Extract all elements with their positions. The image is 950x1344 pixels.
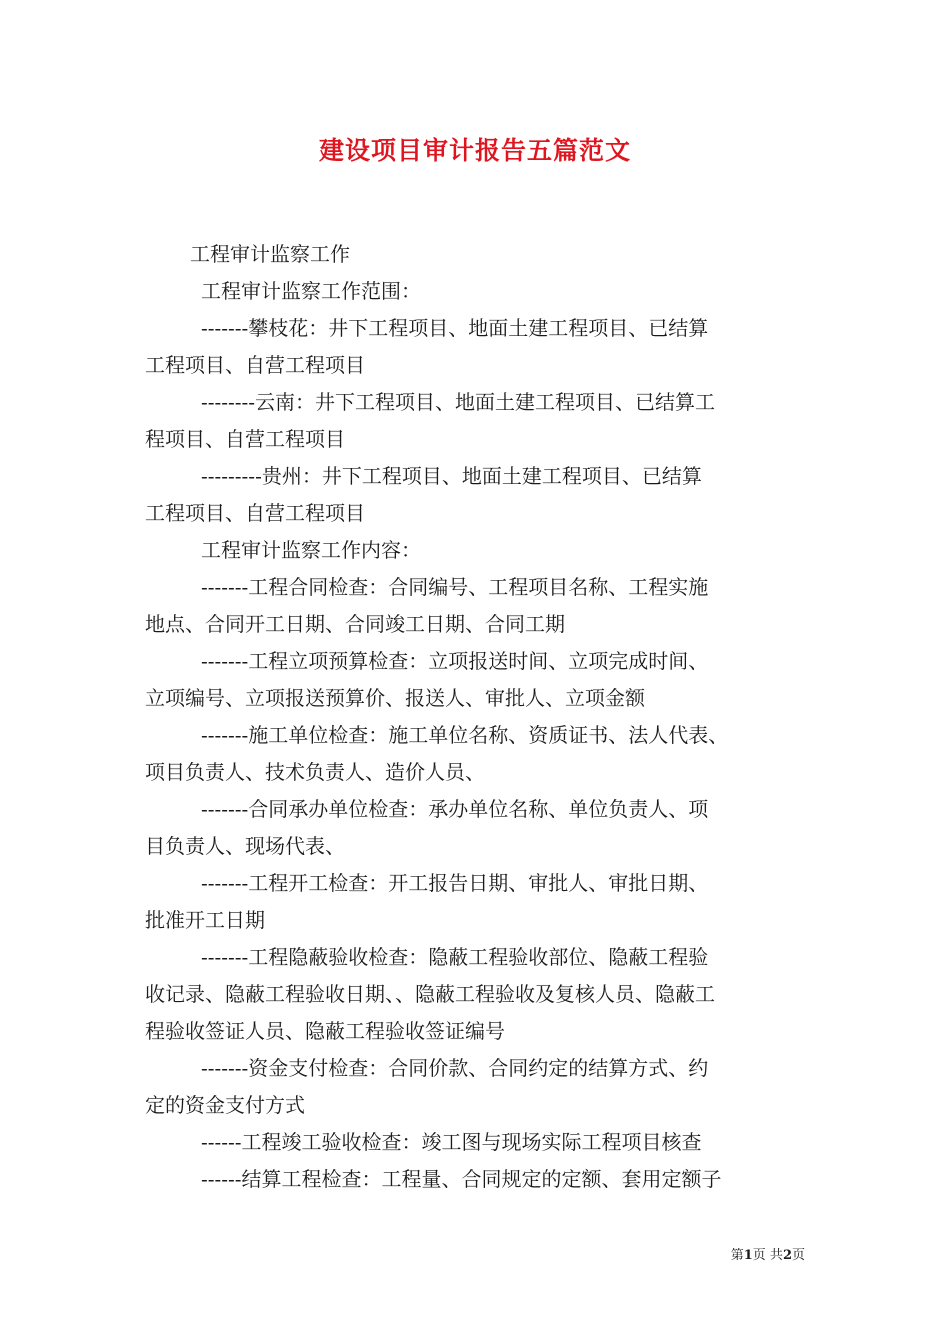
text-line: ------结算工程检查：工程量、合同规定的定额、套用定额子	[201, 1167, 722, 1191]
text-line: -------工程开工检查：开工报告日期、审批人、审批日期、	[201, 871, 709, 895]
text-line: ------工程竣工验收检查：竣工图与现场实际工程项目核查	[201, 1130, 702, 1154]
text-line: -------合同承办单位检查：承办单位名称、单位负责人、项	[201, 797, 709, 821]
document-title: 建设项目审计报告五篇范文	[318, 136, 631, 165]
footer-prefix: 第	[730, 1248, 744, 1263]
text-line: 程验收签证人员、隐蔽工程验收签证编号	[145, 1019, 505, 1043]
footer-suffix: 页	[791, 1248, 805, 1263]
text-line: --------云南：井下工程项目、地面土建工程项目、已结算工	[201, 390, 716, 414]
text-line: 程项目、自营工程项目	[145, 427, 345, 451]
text-line: 目负责人、现场代表、	[145, 834, 345, 858]
text-line: 定的资金支付方式	[145, 1093, 305, 1117]
footer-total-pages: 2	[782, 1248, 792, 1263]
text-line: 工程审计监察工作范围：	[201, 279, 421, 303]
text-line: 工程项目、自营工程项目	[145, 501, 365, 525]
text-line: 收记录、隐蔽工程验收日期、、隐蔽工程验收及复核人员、隐蔽工	[145, 982, 715, 1006]
text-line: -------工程隐蔽验收检查：隐蔽工程验收部位、隐蔽工程验	[201, 945, 709, 969]
text-line: -------工程合同检查：合同编号、工程项目名称、工程实施	[201, 575, 709, 599]
text-line: -------资金支付检查：合同价款、合同约定的结算方式、约	[201, 1056, 709, 1080]
text-line: 地点、合同开工日期、合同竣工日期、合同工期	[145, 612, 565, 636]
text-line: 批准开工日期	[145, 908, 265, 932]
text-line: -------工程立项预算检查：立项报送时间、立项完成时间、	[201, 649, 709, 673]
text-line: 工程审计监察工作	[190, 242, 350, 266]
text-line: -------攀枝花：井下工程项目、地面土建工程项目、已结算	[201, 316, 709, 340]
text-line: 项目负责人、技术负责人、造价人员、	[145, 760, 485, 784]
text-line: 工程审计监察工作内容：	[201, 538, 421, 562]
footer-page-number: 1	[743, 1248, 753, 1263]
text-line: 立项编号、立项报送预算价、报送人、审批人、立项金额	[145, 686, 645, 710]
footer-middle: 页 共	[752, 1248, 783, 1263]
text-line: -------施工单位检查：施工单位名称、资质证书、法人代表、	[201, 723, 729, 747]
text-line: ---------贵州：井下工程项目、地面土建工程项目、已结算	[201, 464, 702, 488]
page-number-footer	[0, 1244, 805, 1263]
text-line: 工程项目、自营工程项目	[145, 353, 365, 377]
